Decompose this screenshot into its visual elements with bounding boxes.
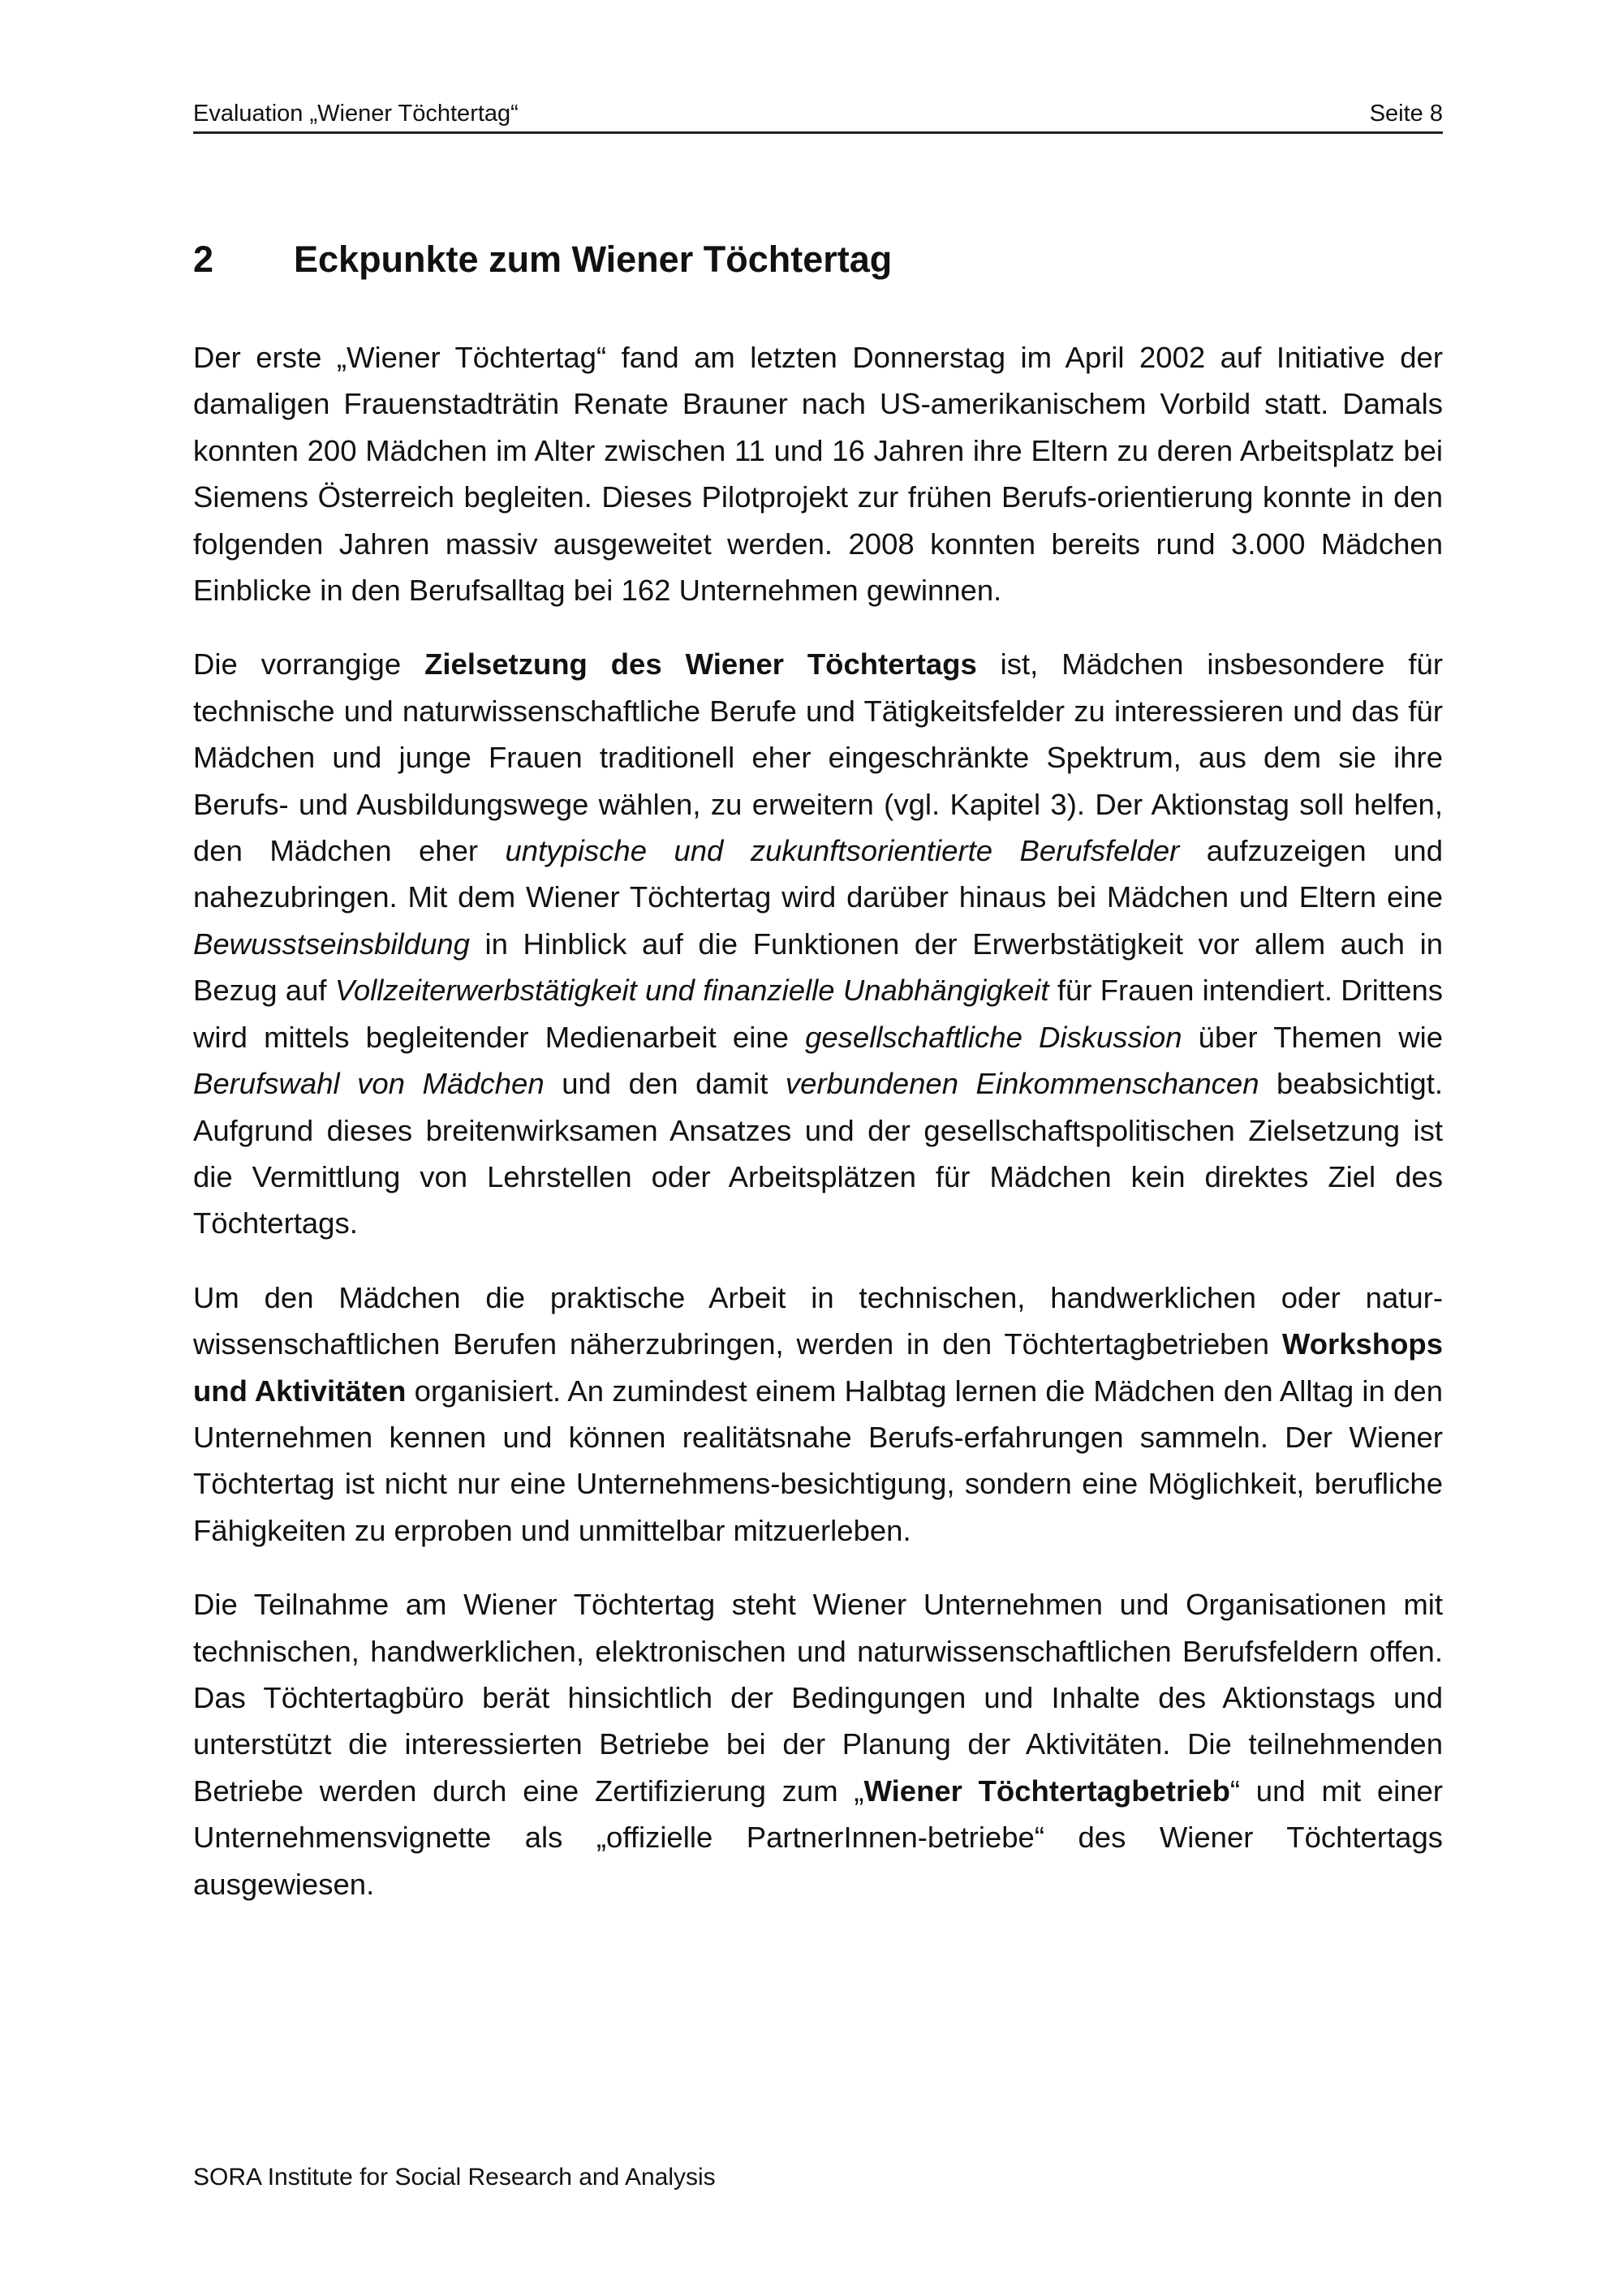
italic-term: Berufswahl von Mädchen	[193, 1067, 545, 1101]
italic-term: gesellschaftliche Diskussion	[805, 1020, 1182, 1054]
section-heading	[193, 235, 892, 284]
bold-term: Wiener Töchtertagbetrieb	[863, 1774, 1230, 1808]
text-run: Um den Mädchen die praktische Arbeit in technischen, handwerklichen oder natur-wissenschaftlichen Berufen näherzubringen, werden in den Töchtertagbetrieben	[193, 1280, 1443, 1361]
text-run: über Themen wie	[1182, 1020, 1444, 1054]
paragraph-1	[193, 334, 1443, 613]
text-run: Der erste „Wiener Töchtertag“ fand am letzten Donnerstag im April 2002 auf Initiative der damaligen Frauenstadträtin Renate Brauner nach US-amerikanischem Vorbild statt. Damals konnten 200 Mädchen im Alter zwischen 11 und 16 Jahren ihre Eltern zu deren Arbeitsplatz bei Siemens Österreich begleiten. Dieses Pilotprojekt zur frühen Berufs-orientierung konnte in den folgenden Jahren massiv ausgeweitet werden. 2008 konnten bereits rund 3.000 Mädchen Einblicke in den Berufsalltag bei 162 Unternehmen gewinnen.	[193, 341, 1443, 608]
italic-term: untypische und zukunftsorientierte Berufsfelder	[505, 834, 1180, 868]
text-run: Die Teilnahme am Wiener Töchtertag steht Wiener Unternehmen und Organisationen mit technischen, handwerklichen, elektronischen und naturwissenschaftlichen Berufsfeldern offen. Das Töchtertagbüro berät hinsichtlich der Bedingungen und Inhalte des Aktionstags und unterstützt die interessierten Betriebe bei der Planung der Aktivitäten. Die teilnehmenden Betriebe werden durch eine Zertifizierung zum „	[193, 1588, 1443, 1808]
text-run: Die vorrangige	[193, 647, 425, 681]
document-title: Evaluation „Wiener Töchtertag“	[193, 101, 519, 127]
text-run: beabsichtigt. Aufgrund dieses breitenwirksamen Ansatzes und der gesellschaftspolitischen Zielsetzung ist die Vermittlung von Lehrstellen oder Arbeitsplätzen für Mädchen kein direktes Ziel des Töchtertags.	[193, 1067, 1443, 1240]
text-run: aufzuzeigen und nahezubringen. Mit dem Wiener Töchtertag wird darüber hinaus bei Mädchen und Eltern eine	[193, 834, 1443, 914]
page-number: Seite 8	[1369, 101, 1443, 127]
paragraph-3	[193, 1275, 1443, 1554]
page-footer: SORA Institute for Social Research and Analysis	[193, 2164, 716, 2191]
paragraph-4	[193, 1581, 1443, 1907]
italic-term: Vollzeiterwerbstätigkeit und finanzielle Unabhängigkeit	[334, 974, 1049, 1008]
body-text	[193, 334, 1443, 1907]
text-run: und den damit	[544, 1067, 786, 1101]
text-run: für Frauen intendiert. Drittens wird mittels begleitender Medienarbeit eine	[193, 974, 1444, 1054]
italic-term: Bewusstseinsbildung	[193, 927, 470, 961]
section-title: Eckpunkte zum Wiener Töchtertag	[294, 239, 893, 280]
bold-term: Zielsetzung des Wiener Töchtertags	[424, 647, 977, 681]
text-run: ist, Mädchen insbesondere für technische und naturwissenschaftliche Berufe und Tätigkeitsfelder zu interessieren und das für Mädchen und junge Frauen traditionell eher eingeschränkte Spektrum, aus dem sie ihre Berufs- und Ausbildungswege wählen, zu erweitern (vgl. Kapitel 3). Der Aktionstag soll helfen, den Mädchen eher	[193, 647, 1443, 868]
text-run: in Hinblick auf die Funktionen der Erwerbstätigkeit vor allem auch in Bezug auf	[193, 927, 1443, 1008]
section-number: 2	[193, 239, 214, 280]
paragraph-2	[193, 641, 1443, 1246]
text-run: organisiert. An zumindest einem Halbtag lernen die Mädchen den Alltag in den Unternehmen kennen und können realitätsnahe Berufs-erfahrungen sammeln. Der Wiener Töchtertag ist nicht nur eine Unternehmens-besichtigung, sondern eine Möglichkeit, berufliche Fähigkeiten zu erproben und unmittelbar mitzuerleben.	[193, 1374, 1443, 1547]
page-header	[193, 96, 1443, 134]
italic-term: verbundenen Einkommenschancen	[785, 1067, 1259, 1101]
bold-term: Workshops und Aktivitäten	[193, 1327, 1443, 1408]
text-run: “ und mit einer Unternehmensvignette als „offizielle PartnerInnen-betriebe“ des Wiener Töchtertags ausgewiesen.	[193, 1774, 1444, 1901]
